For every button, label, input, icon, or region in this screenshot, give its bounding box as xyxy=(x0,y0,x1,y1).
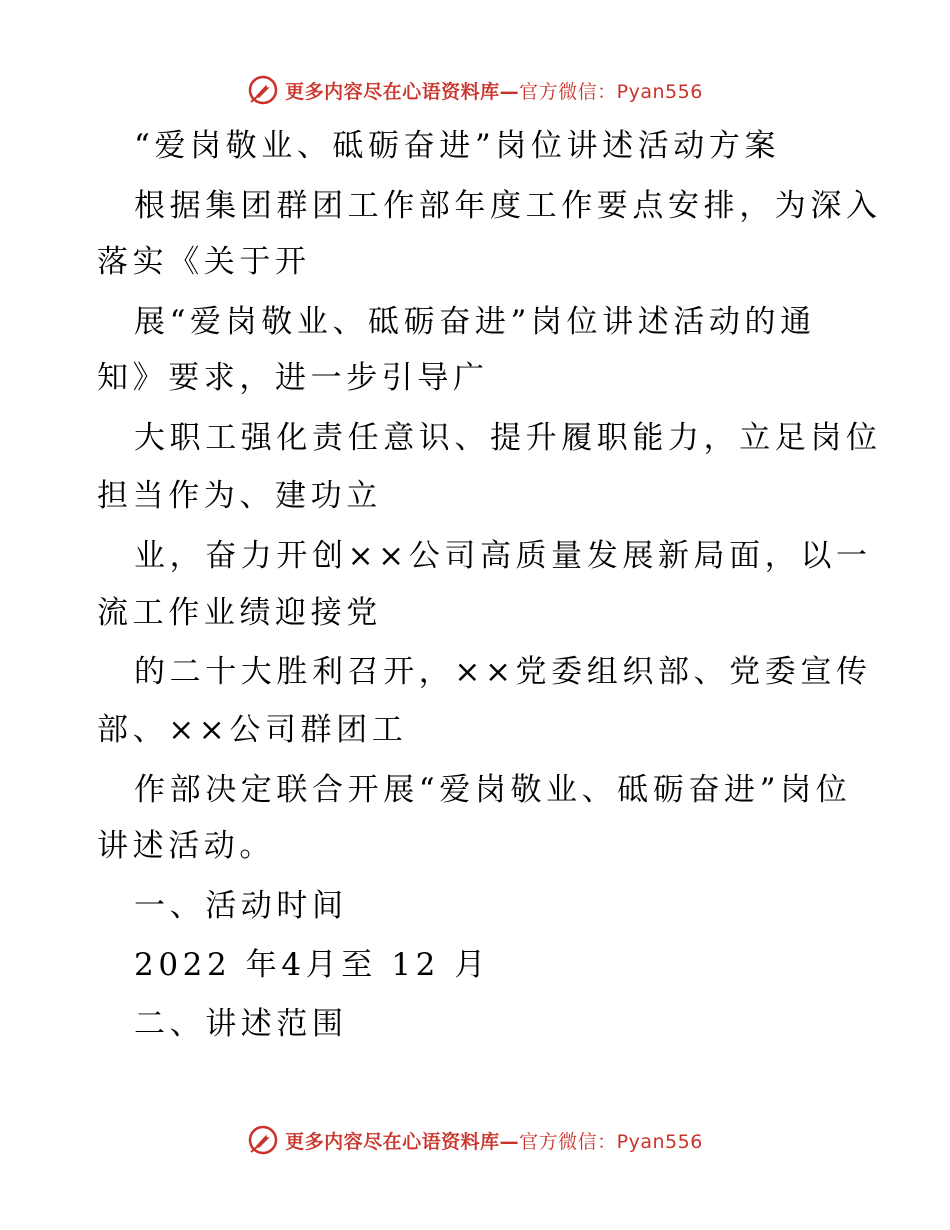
paragraph-line: 业，奋力开创××公司高质量发展新局面，以一 xyxy=(134,538,872,574)
banner-text xyxy=(285,1127,703,1154)
paragraph-line: 知》要求，进一步引导广 xyxy=(97,360,489,396)
paragraph-line: 部、××公司群团工 xyxy=(97,712,408,748)
paragraph-line: 的二十大胜利召开，××党委组织部、党委宣传 xyxy=(134,654,872,690)
document-title: “爱岗敬业、砥砺奋进”岗位讲述活动方案 xyxy=(134,128,781,164)
banner-left-text: 更多内容尽在心语资料库 xyxy=(285,1130,500,1153)
banner-wechat-text: 官方微信：Pyan556 xyxy=(519,1130,703,1153)
paragraph-line: 作部决定联合开展“爱岗敬业、砥砺奋进”岗位 xyxy=(134,772,852,808)
banner-wechat-text: 官方微信：Pyan556 xyxy=(519,80,703,103)
paragraph-line: 流工作业绩迎接党 xyxy=(97,595,382,631)
pen-nib-logo-icon xyxy=(247,1124,279,1156)
section-heading: 二、讲述范围 xyxy=(134,1006,348,1042)
paragraph-line: 2022 年4月至 12 月 xyxy=(134,947,491,983)
paragraph-line: 大职工强化责任意识、提升履职能力，立足岗位 xyxy=(134,420,882,456)
banner-text xyxy=(285,77,703,104)
pen-nib-logo-icon xyxy=(247,74,279,106)
section-heading: 一、活动时间 xyxy=(134,888,348,924)
banner-dash: — xyxy=(499,1130,520,1153)
paragraph-line: 展“爱岗敬业、砥砺奋进”岗位讲述活动的通 xyxy=(134,304,816,340)
paragraph-line: 根据集团群团工作部年度工作要点安排，为深入 xyxy=(134,188,882,224)
banner-left-text: 更多内容尽在心语资料库 xyxy=(285,80,500,103)
paragraph-line: 担当作为、建功立 xyxy=(97,478,382,514)
footer-banner xyxy=(0,1120,950,1160)
banner-dash: — xyxy=(499,80,520,103)
header-banner xyxy=(0,70,950,110)
paragraph-line: 落实《关于开 xyxy=(97,244,311,280)
paragraph-line: 讲述活动。 xyxy=(97,828,275,864)
